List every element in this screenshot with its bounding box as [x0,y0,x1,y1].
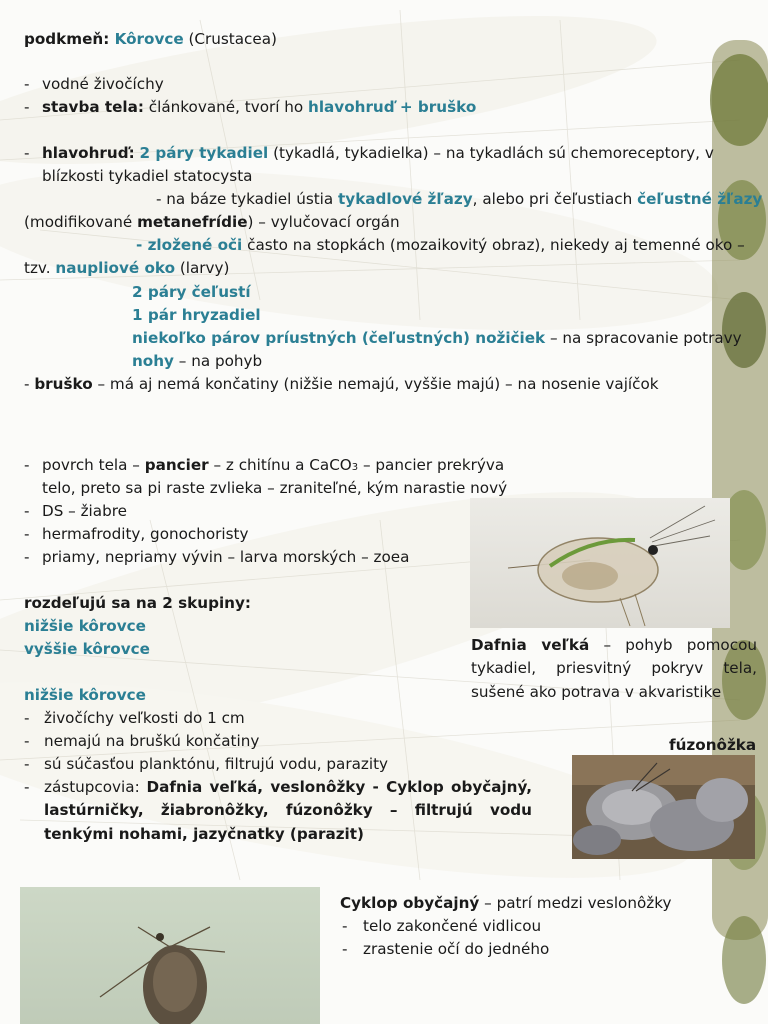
text-line: (modifikované metanefrídie) – vylučovací orgán [24,213,400,231]
barnacle-caption: fúzonôžka [669,736,757,754]
list-item: hermafrodity, gonochoristy [42,525,249,543]
bullet-dash: - [24,525,30,543]
bullet-dash: - [24,548,30,566]
group-item: vyššie kôrovce [24,640,150,658]
list-item: zrastenie očí do jedného [363,940,550,958]
barnacle-image [572,755,755,859]
bullet-dash: - [24,502,30,520]
list-item: hlavohruď: 2 páry tykadiel (tykadlá, tykadielka) – na tykadlách sú chemoreceptory, v [42,144,714,162]
text-line: 2 páry čeľustí [132,283,251,301]
bullet-dash: - [24,75,30,93]
text-line: telo, preto sa pi raste zvlieka – zraniteľné, kým narastie nový [42,479,508,497]
bullet-dash: - [24,709,30,727]
section-title: nižšie kôrovce [24,686,146,704]
bullet-dash: - [24,144,30,162]
list-item: stavba tela: článkované, tvorí ho hlavohruď + bruško [42,98,477,116]
daphnia-image [470,498,730,628]
text-line: niekoľko párov príustných (čeľustných) nožičiek – na spracovanie potravy [132,329,742,347]
cyclops-photo [20,887,320,1024]
list-item: zástupcovia: Dafnia veľká, veslonôžky - Cyklop obyčajný, lastúrničky, žiabronôžky, fúzonôžky – filtrujú vodu tenkými nohami, jazyčnatky (parazit) [44,778,532,843]
list-item: telo zakončené vidlicou [363,917,542,935]
bullet-dash: - [24,778,30,796]
text-line: blízkosti tykadiel statocysta [42,167,253,185]
text-line: - na báze tykadiel ústia tykadlové žľazy, alebo pri čeľustiach čeľustné žľazy [156,190,763,208]
text-line: nohy – na pohyb [132,352,263,370]
group-item: nižšie kôrovce [24,617,146,635]
list-item: živočíchy veľkosti do 1 cm [44,709,245,727]
cyclops-title: Cyklop obyčajný – patrí medzi veslonôžky [340,894,672,912]
bullet-dash: - [24,755,30,773]
text-line: - zložené oči často na stopkách (mozaikovitý obraz), niekedy aj temenné oko – [136,236,745,254]
list-item: DS – žiabre [42,502,127,520]
bullet-dash: - [24,98,30,116]
bullet-dash: - [24,732,30,750]
page-heading: podkmeň: Kôrovce (Crustacea) [24,30,277,48]
daphnia-caption: Dafnia veľká – pohyb pomocou tykadiel, priesvitný pokryv tela, sušené ako potrava v akvaristike [471,636,757,701]
list-item: sú súčasťou planktónu, filtrujú vodu, parazity [44,755,389,773]
bullet-dash: - [342,917,348,935]
list-item: nemajú na bruškú končatiny [44,732,260,750]
text-line: 1 pár hryzadiel [132,306,261,324]
groups-title: rozdeľujú sa na 2 skupiny: [24,594,251,612]
bullet-dash: - [24,456,30,474]
daphnia-photo [470,498,730,628]
text-line: tzv. naupliové oko (larvy) [24,259,230,277]
cyclops-image [20,887,320,1024]
bullet-dash: - [342,940,348,958]
list-item: priamy, nepriamy vývin – larva morských – zoea [42,548,410,566]
list-item: vodné živočíchy [42,75,164,93]
text-line: - bruško – má aj nemá končatiny (nižšie nemajú, vyššie majú) – na nosenie vajíčok [24,375,659,393]
barnacle-photo [572,755,755,859]
list-item: povrch tela – pancier – z chitínu a CaCO3 – pancier prekrýva [42,456,505,474]
